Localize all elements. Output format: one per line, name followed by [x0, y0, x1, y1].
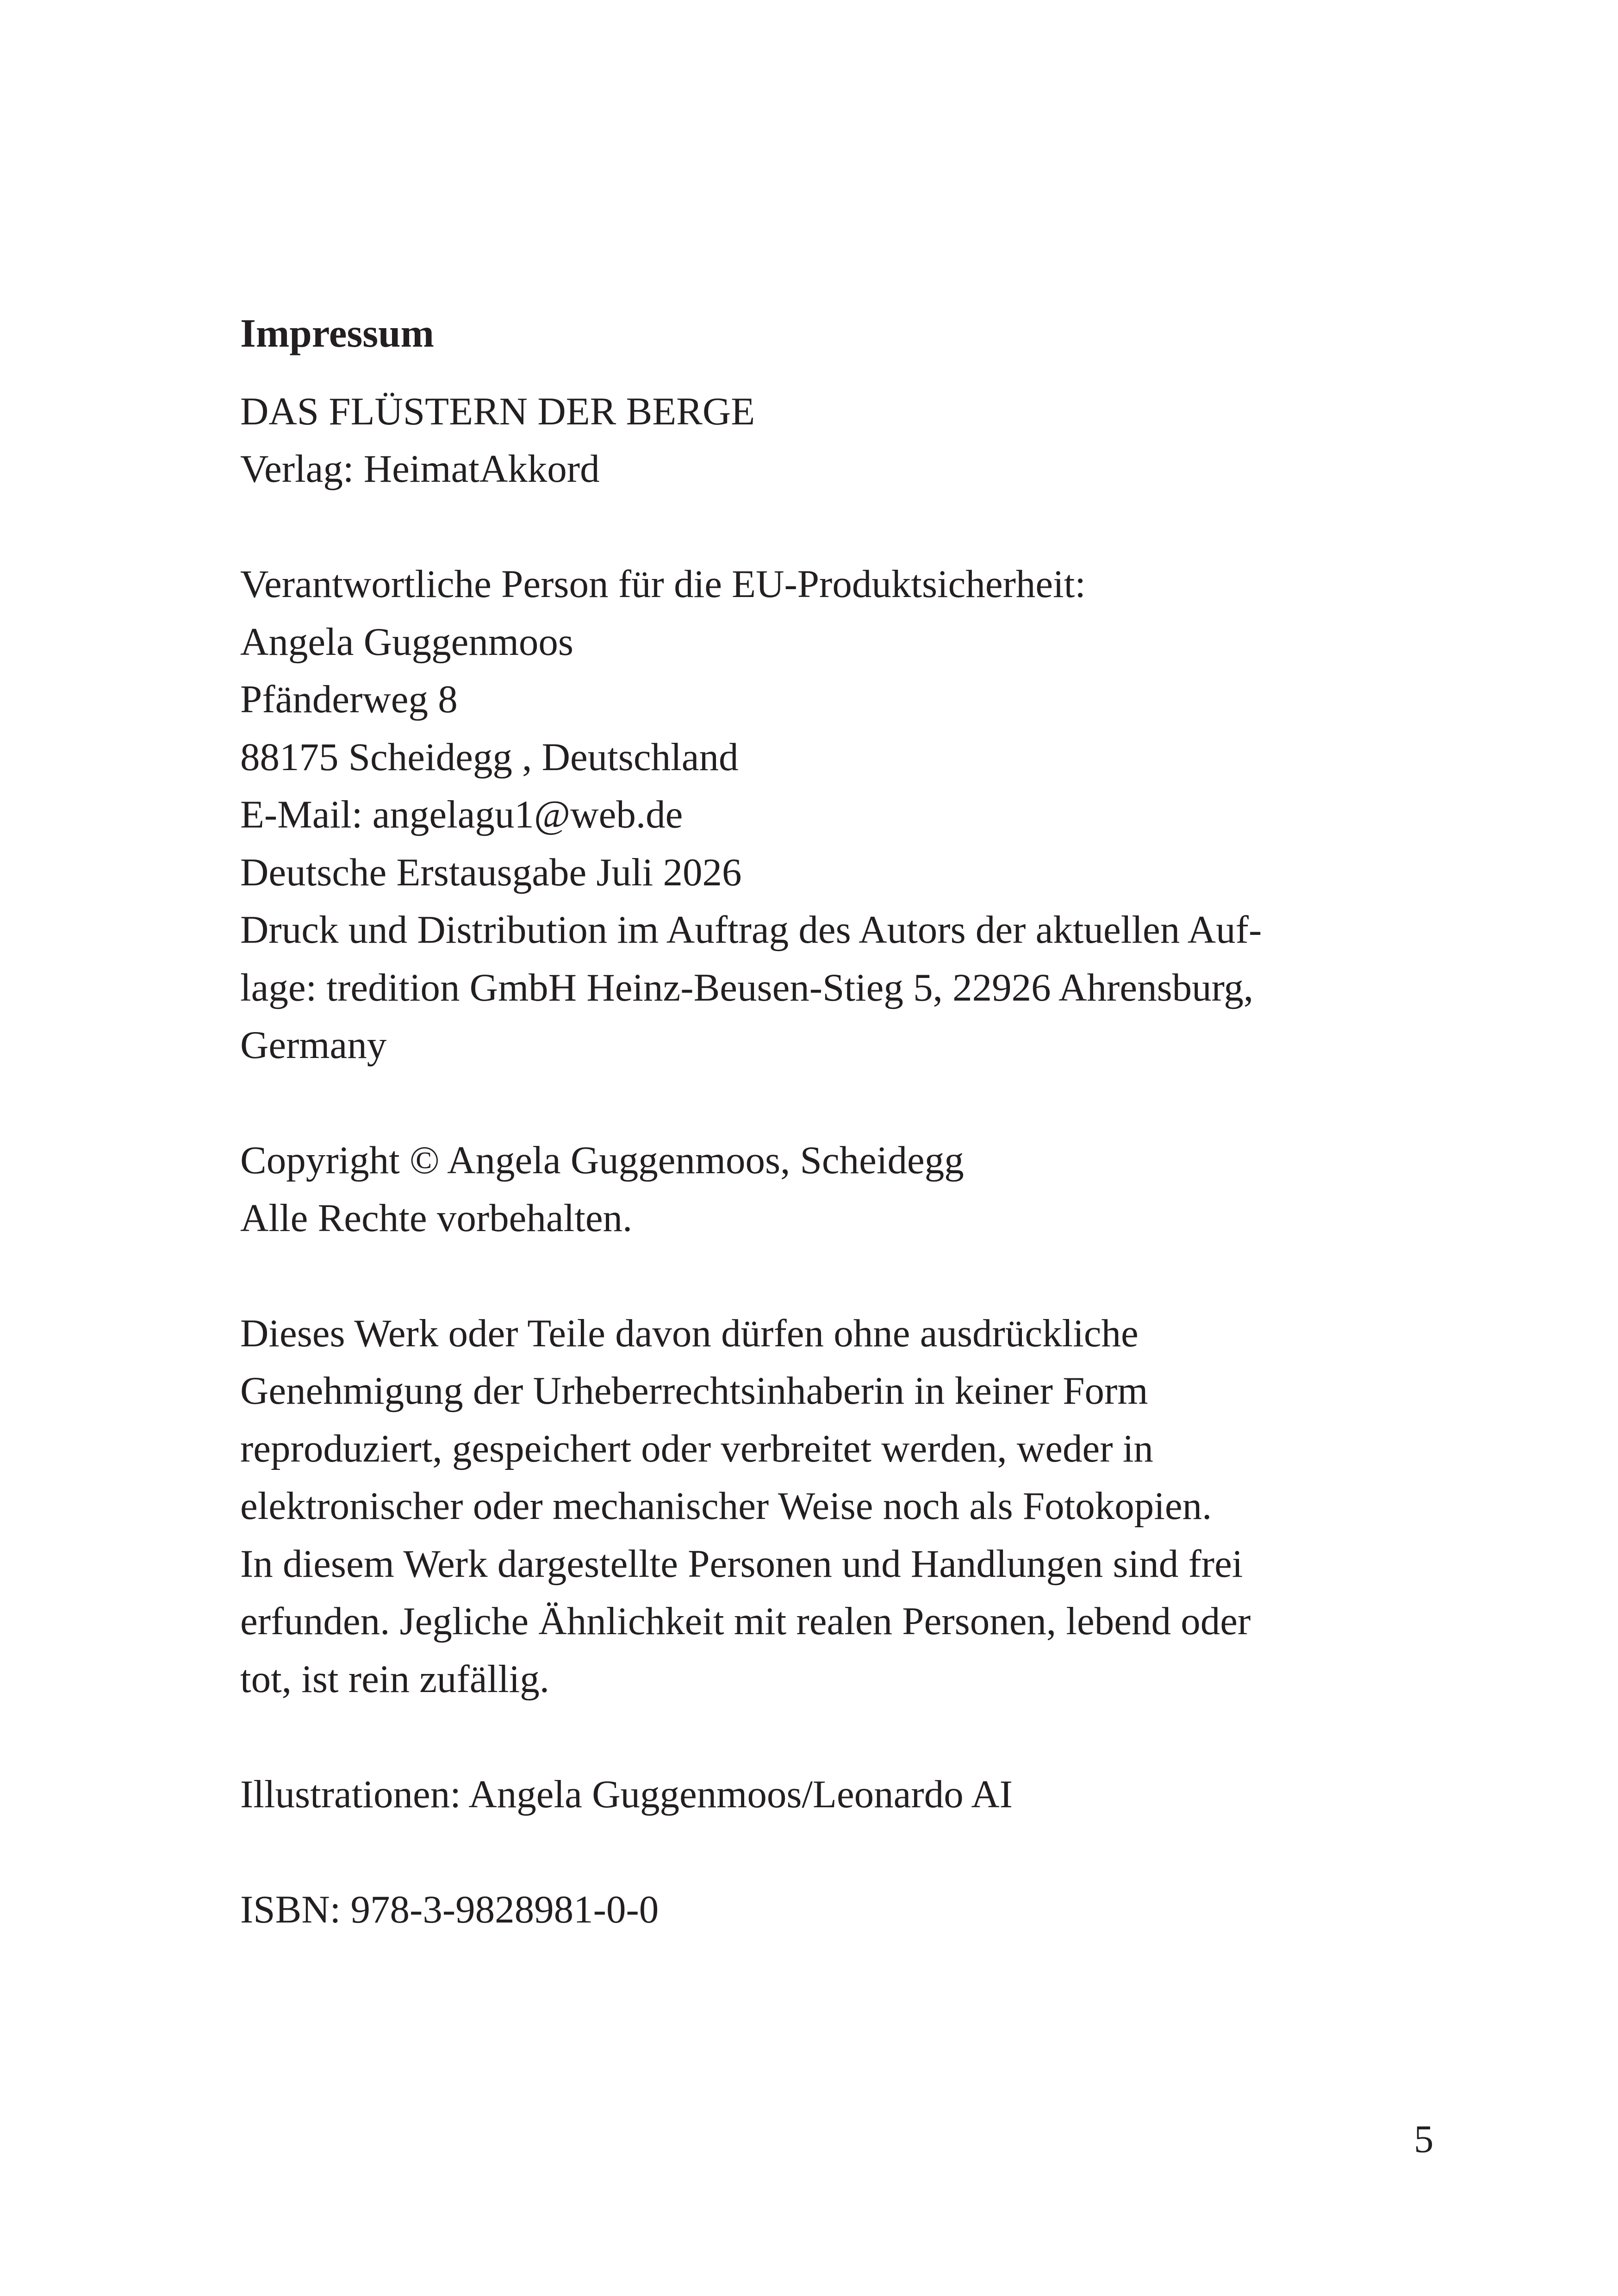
- book-title: DAS FLÜSTERN DER BERGE: [240, 389, 755, 433]
- printer-line-2: lage: tredition GmbH Heinz-Beusen-Stieg 5, 22926 Ahrensburg,: [240, 965, 1254, 1009]
- publisher-line: Verlag: HeimatAkkord: [240, 447, 600, 491]
- isbn-block: [240, 1881, 1444, 1939]
- rights-reserved-line: Alle Rechte vorbehalten.: [240, 1196, 633, 1240]
- responsible-label: Verantwortliche Person für die EU-Produktsicherheit:: [240, 562, 1086, 606]
- isbn-line: ISBN: 978-3-9828981-0-0: [240, 1887, 659, 1931]
- impressum-content: [240, 305, 1444, 1938]
- copyright-line: Copyright © Angela Guggenmoos, Scheidegg: [240, 1139, 964, 1182]
- rights-line-7: tot, ist rein zufällig.: [240, 1657, 550, 1701]
- rights-line-1: Dieses Werk oder Teile davon dürfen ohne ausdrückliche: [240, 1311, 1139, 1355]
- page-number: 5: [1414, 2117, 1434, 2161]
- responsible-name: Angela Guggenmoos: [240, 620, 574, 664]
- rights-line-4: elektronischer oder mechanischer Weise noch als Fotokopien.: [240, 1484, 1212, 1528]
- title-block: [240, 383, 1444, 498]
- email-line: E-Mail: angelagu1@web.de: [240, 793, 683, 836]
- illustrations-line: Illustrationen: Angela Guggenmoos/Leonardo AI: [240, 1772, 1013, 1816]
- address-city: 88175 Scheidegg , Deutschland: [240, 735, 739, 779]
- impressum-heading: Impressum: [240, 311, 434, 355]
- printer-line-1: Druck und Distribution im Auftrag des Autors der aktuellen Auf-: [240, 908, 1262, 952]
- rights-line-3: reproduziert, gespeichert oder verbreitet werden, weder in: [240, 1426, 1153, 1470]
- rights-line-2: Genehmigung der Urheberrechtsinhaberin in keiner Form: [240, 1369, 1148, 1412]
- edition-line: Deutsche Erstausgabe Juli 2026: [240, 850, 742, 894]
- responsible-person-block: [240, 555, 1444, 1074]
- printer-line-3: Germany: [240, 1023, 387, 1067]
- illustrations-block: [240, 1766, 1444, 1823]
- copyright-block: [240, 1132, 1444, 1247]
- rights-notice-block: [240, 1305, 1444, 1708]
- rights-line-5: In diesem Werk dargestellte Personen und Handlungen sind frei: [240, 1542, 1243, 1586]
- address-street: Pfänderweg 8: [240, 678, 458, 721]
- rights-line-6: erfunden. Jegliche Ähnlichkeit mit realen Personen, lebend oder: [240, 1599, 1251, 1643]
